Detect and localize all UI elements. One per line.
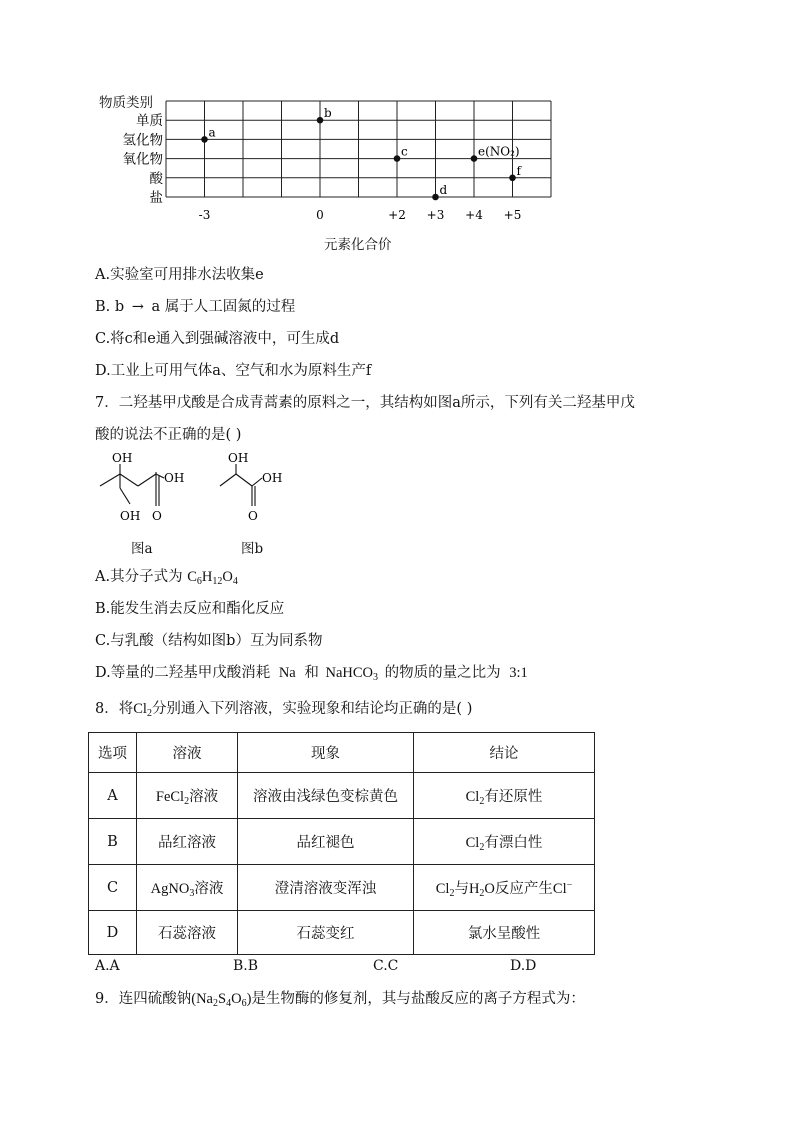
table-row (89, 911, 595, 955)
oh-top-label: OH (228, 451, 249, 465)
solution-main: 品红溶液 (158, 835, 216, 851)
q7-option-d (95, 663, 528, 688)
q7-option-b: B.能发生消去反应和酯化反应 (95, 601, 285, 617)
formula-o-sub: 4 (232, 576, 238, 587)
q6-b-mid: a (151, 299, 161, 315)
q7-stem-line1: 7．二羟基甲戊酸是合成青蒿素的原料之一，其结构如图a所示，下列有关二羟基甲戊 (95, 395, 635, 411)
conclusion-main: Cl (465, 834, 480, 851)
x-tick-label: +2 (388, 208, 406, 222)
figure-a-caption: 图a (131, 541, 153, 557)
row-solution (137, 911, 238, 955)
data-point (432, 194, 439, 201)
chloride-ion: Cl (552, 880, 567, 897)
solution-main: 石蕊溶液 (158, 926, 216, 942)
formula-o: O (222, 569, 233, 585)
bicarbonate-formula (325, 665, 378, 681)
q6-option-b (95, 297, 295, 317)
solution-tail: 溶液 (194, 880, 224, 897)
x-tick-labels (199, 208, 522, 222)
oh-top-label: OH (112, 451, 133, 465)
data-point-label: d (439, 183, 448, 197)
water-h-sub: 2 (479, 887, 485, 899)
q8-stem-text2: 分别通入下列溶液，实验现象和结论均正确的是( ) (151, 701, 473, 717)
row-phenomenon: 澄清溶液变浑浊 (238, 865, 414, 911)
formula-c: C (187, 569, 197, 585)
formula-h: H (201, 569, 213, 585)
nahco-sub: 3 (373, 672, 378, 683)
conclusion-main: Cl (435, 880, 450, 897)
x-tick-label: +3 (426, 208, 445, 222)
y-category-label: 酸 (149, 170, 163, 187)
row-conclusion (414, 911, 595, 955)
x-tick-label: 0 (316, 208, 324, 222)
solution-main: AgNO (150, 880, 190, 897)
formula-na-sub: 2 (213, 998, 218, 1009)
formula-c-sub: 6 (196, 576, 202, 587)
x-tick-label: +4 (465, 208, 483, 222)
row-solution (137, 773, 238, 819)
x-axis-title: 元素化合价 (324, 237, 392, 253)
data-point-label: b (324, 106, 332, 121)
table-row (89, 773, 595, 819)
data-point-label: e(NO₂) (478, 144, 520, 159)
q8-stem (95, 699, 472, 724)
conclusion-tail: 与 (454, 880, 469, 897)
water-o: O (484, 880, 495, 897)
chlorine-formula: Cl (133, 701, 147, 717)
paren-open: ( (191, 991, 197, 1007)
header-conclusion: 结论 (414, 733, 595, 773)
q9-stem-text1: 9．连四硫酸钠 (95, 991, 192, 1007)
header-solution: 溶液 (137, 733, 238, 773)
q7-a-prefix: A.其分子式为 (95, 569, 183, 585)
oh-right-label: OH (262, 471, 283, 485)
data-point-label: c (401, 144, 408, 159)
row-option: D (89, 911, 137, 955)
figure-b-caption: 图b (241, 541, 264, 557)
thiosulfate-formula (191, 991, 251, 1007)
valence-category-chart (95, 94, 555, 254)
conclusion-main: Cl (465, 788, 480, 805)
q7-stem-line2: 酸的说法不正确的是( ) (95, 427, 242, 443)
conclusion-sub: 2 (449, 887, 455, 899)
q7-d-text1: D.等量的二羟基甲戊酸消耗 (95, 665, 271, 681)
data-point (509, 175, 516, 182)
row-conclusion (414, 865, 595, 911)
chlorine-sub: 2 (146, 708, 152, 719)
row-solution (137, 819, 238, 865)
q6-b-prefix: B. b (95, 299, 125, 315)
paren-close: ) (246, 991, 252, 1007)
q9-stem (95, 989, 585, 1014)
q9-stem-text2: 是生物酶的修复剂，其与盐酸反应的离子方程式为： (251, 991, 585, 1007)
structure-figure-b (218, 448, 298, 528)
q7-option-c: C.与乳酸（结构如图b）互为同系物 (95, 633, 323, 649)
choice-d: D.D (510, 958, 537, 974)
structure-figure-a (98, 448, 198, 528)
data-point-label: f (516, 163, 521, 178)
row-conclusion (414, 819, 595, 865)
row-option: B (89, 819, 137, 865)
row-option: A (89, 773, 137, 819)
formula-o-sub: 6 (241, 998, 247, 1009)
carbonyl-o-label: O (152, 509, 162, 523)
row-option: C (89, 865, 137, 911)
header-option: 选项 (89, 733, 137, 773)
experiment-table (88, 732, 595, 955)
conclusion-main: 氯水呈酸性 (467, 926, 541, 942)
x-tick-label: -3 (198, 208, 211, 222)
q7-d-text3: 的物质的量之比为 (384, 665, 501, 681)
formula-s: S (218, 991, 227, 1007)
data-point (317, 117, 324, 124)
solution-main: FeCl (155, 788, 185, 805)
table-row (89, 865, 595, 911)
row-solution (137, 865, 238, 911)
choice-a: A.A (95, 958, 120, 974)
formula-na: Na (196, 991, 213, 1007)
header-phenomenon: 现象 (238, 733, 414, 773)
water-h: H (468, 880, 480, 897)
conclusion-text: 反应产生 (494, 880, 553, 897)
data-point (201, 136, 208, 143)
formula-s-sub: 4 (226, 998, 232, 1009)
y-category-label: 单质 (136, 113, 163, 130)
conclusion-sub: 2 (479, 841, 485, 853)
q7-d-text2: 和 (304, 665, 319, 681)
conclusion-tail: 有漂白性 (484, 834, 543, 851)
ratio-value: 3:1 (509, 665, 528, 681)
y-axis-title: 物质类别 (99, 95, 153, 111)
data-point (394, 155, 401, 162)
conclusion-sub: 2 (479, 795, 485, 807)
row-phenomenon: 品红褪色 (238, 819, 414, 865)
y-category-labels (123, 113, 164, 206)
sodium-formula: Na (278, 665, 296, 681)
q7-option-a (95, 567, 238, 592)
data-point (471, 155, 478, 162)
nahco-text: NaHCO (325, 665, 373, 681)
table-header-row (89, 733, 595, 773)
reaction-arrow: → (131, 299, 144, 315)
formula-h-sub: 12 (212, 576, 223, 587)
table-row (89, 819, 595, 865)
solution-sub: 3 (189, 887, 195, 899)
chloride-charge: − (566, 879, 573, 891)
q8-stem-text1: 8．将 (95, 701, 134, 717)
row-phenomenon: 溶液由浅绿色变棕黄色 (238, 773, 414, 819)
choice-b: B.B (233, 958, 259, 974)
q6-option-d: D.工业上可用气体a、空气和水为原料生产f (95, 363, 372, 379)
row-phenomenon: 石蕊变红 (238, 911, 414, 955)
molecular-formula (187, 569, 238, 585)
carbonyl-o-label: O (248, 509, 258, 523)
q6-option-a: A.实验室可用排水法收集e (95, 267, 264, 283)
oh-right-label: OH (164, 471, 185, 485)
conclusion-tail: 有还原性 (484, 788, 543, 805)
solution-tail: 溶液 (189, 788, 219, 805)
y-category-label: 氢化物 (122, 132, 163, 149)
oh-bottom-label: OH (120, 509, 141, 523)
row-conclusion (414, 773, 595, 819)
data-point-label: a (208, 125, 216, 140)
q6-option-c: C.将c和e通入到强碱溶液中，可生成d (95, 331, 340, 347)
y-category-label: 氧化物 (122, 151, 163, 168)
q6-b-suffix: 属于人工固氮的过程 (164, 299, 296, 315)
x-tick-label: +5 (503, 208, 522, 222)
formula-o: O (231, 991, 242, 1007)
choice-c: C.C (373, 958, 399, 974)
solution-sub: 2 (184, 795, 190, 807)
y-category-label: 盐 (149, 190, 163, 206)
